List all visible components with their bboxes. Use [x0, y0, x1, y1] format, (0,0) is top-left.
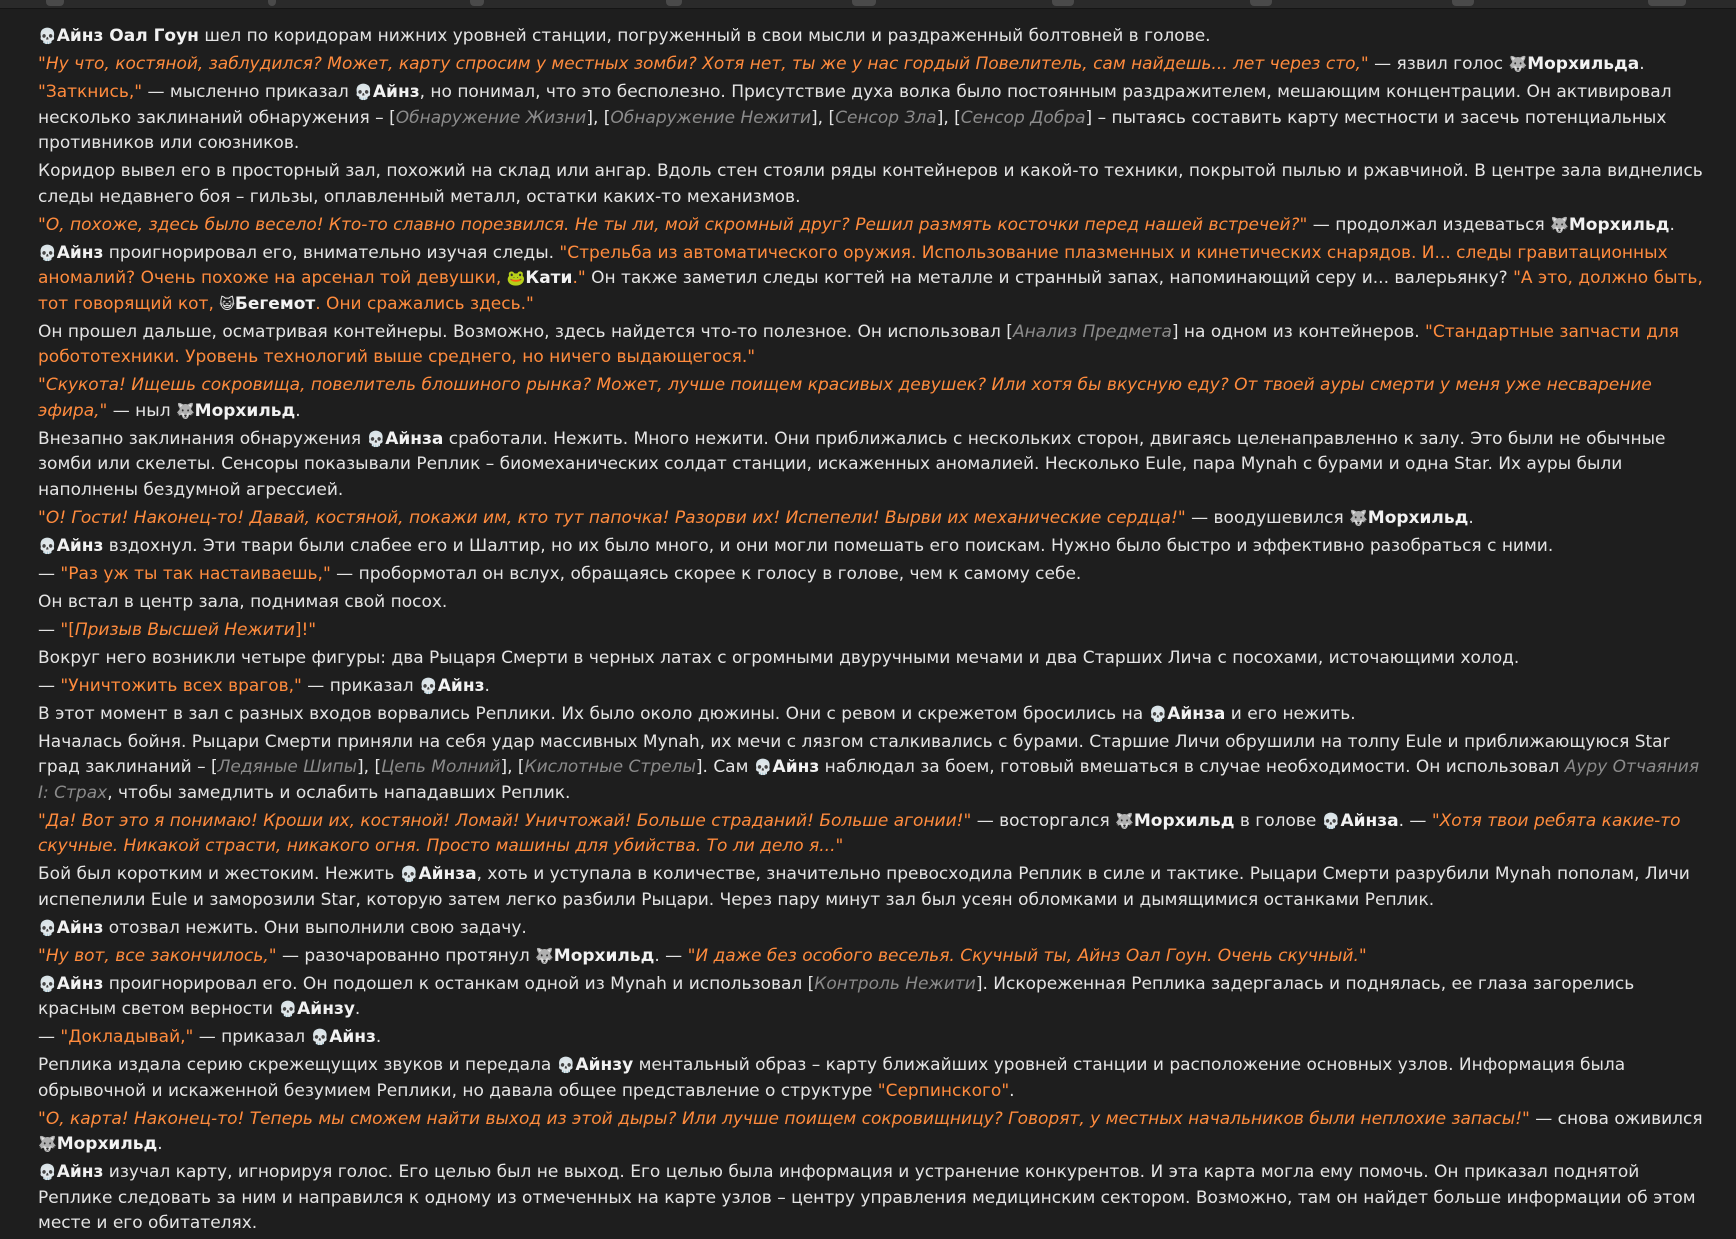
character-name: Айнз	[56, 973, 104, 994]
text-run: —	[38, 619, 61, 640]
text-run: ], [	[586, 107, 611, 128]
text-run: вздохнул. Эти твари были слабее его и Шалтир, но их было много, и они могли помешать его поискам. Нужно было быстро и эффективно разобраться с ними.	[103, 535, 1554, 556]
character-name: Морхильд	[1367, 507, 1469, 528]
text-run: ], [	[936, 107, 961, 128]
emoji-icon: 💀	[753, 758, 773, 776]
spell-name: Контроль Нежити	[814, 973, 976, 994]
emoji-icon: 💀	[1148, 704, 1168, 723]
text-run: Он прошел дальше, осматривая контейнеры. Возможно, здесь найдется что-то полезное. Он использовал [	[38, 321, 1013, 342]
text-run: Бой был коротким и жестоким. Нежить	[38, 864, 400, 884]
text-run: ], [	[811, 107, 836, 128]
emoji-icon: 💀	[38, 1163, 57, 1181]
quote-text: "Серпинского"	[877, 1080, 1010, 1101]
emoji-icon: 🐺	[1349, 508, 1368, 527]
text-run: —	[38, 675, 61, 696]
text-run: сработали. Нежить. Много нежити. Они приближались с нескольких сторон, двигаясь целенаправленно к залу. Это были не обычные зомби или скелеты. Сенсоры показывали Реплик – биомеханических солдат станции, искаженных аномалией. Несколько Eule, пара Mynah с бурами и одна Star. Их ауры были наполнены бездумной агрессией.	[38, 428, 1666, 500]
story-paragraph	[38, 1025, 1710, 1051]
character-name: Айнз	[437, 675, 485, 696]
menu-icon[interactable]	[1648, 0, 1686, 6]
text-run: . —	[654, 945, 688, 966]
text-run: — разочарованно протянул	[276, 945, 536, 966]
character-name: Айнз	[56, 242, 104, 263]
story-paragraph	[38, 730, 1710, 807]
quote-text-italic: "О, похоже, здесь было весело! Кто-то славно порезвился. Не ты ли, мой скромный друг? Решил размять косточки перед нашей встречей?"	[38, 214, 1308, 235]
text-run: Он встал в центр зала, поднимая свой посох.	[38, 591, 448, 612]
character-name: Морхильд	[56, 1134, 158, 1154]
text-run: — пробормотал он вслух, обращаясь скорее к голосу в голове, чем к самому себе.	[330, 563, 1082, 584]
edit-icon[interactable]	[268, 0, 276, 6]
text-run: — ныл	[107, 400, 176, 421]
quote-text-italic: "О, карта! Наконец-то! Теперь мы сможем найти выход из этой дыры? Или лучше поищем сокровищницу? Говорят, у местных начальников были неплохие запасы!"	[38, 1108, 1530, 1129]
user-icon[interactable]	[46, 0, 64, 6]
spell-name: Цепь Молний	[381, 757, 501, 777]
text-run: Он также заметил следы когтей на металле и странный запах, напоминающий серу и... валерьянку?	[585, 268, 1514, 288]
emoji-icon: 💀	[1321, 811, 1341, 830]
text-run: — восторгался	[971, 810, 1116, 831]
text-run: — мысленно приказал	[142, 82, 355, 102]
text-run: —	[38, 1027, 61, 1047]
story-paragraph	[38, 702, 1710, 728]
text-run: ]. Искореженная Реплика задергалась и поднялась, ее глаза загорелись красным светом верности	[38, 973, 1635, 1019]
quote-text-italic: "Ну вот, все закончилось,"	[38, 945, 277, 966]
character-name: Айнз	[329, 1027, 376, 1047]
character-name: Айнзу	[297, 999, 355, 1019]
story-paragraph	[38, 1053, 1710, 1104]
quote-text: . Они сражались здесь."	[315, 293, 534, 314]
character-name: Морхильд	[553, 945, 655, 966]
story-paragraph	[38, 506, 1710, 532]
story-paragraph	[38, 373, 1710, 424]
quote-text-italic: Призыв Высшей Нежити	[74, 619, 295, 640]
character-name: Айнза	[385, 428, 444, 449]
emoji-icon: 🐺	[535, 946, 554, 965]
emoji-icon: 😺	[219, 294, 235, 313]
quote-text-italic: "Да! Вот это я понимаю! Кроши их, костяной! Ломай! Уничтожай! Больше страданий! Больше агонии!"	[38, 810, 972, 831]
text-run: .	[295, 400, 301, 421]
emoji-icon: 💀	[38, 243, 57, 262]
message-toolbar	[0, 0, 1736, 9]
spell-name: Обнаружение Жизни	[395, 107, 587, 128]
story-paragraph	[38, 24, 1710, 50]
text-run: наблюдал за боем, готовый вмешаться в случае необходимости. Он использовал	[819, 757, 1565, 777]
text-run: шел по коридорам нижних уровней станции, погруженный в свои мысли и раздраженный болтовней в голове.	[198, 26, 1211, 46]
text-run: Коридор вывел его в просторный зал, похожий на склад или ангар. Вдоль стен стояли ряды контейнеров и какой-то техники, покрытой пылью и ржавчиной. В центре зала виднелись следы недавнего боя – гильзы, оплавленный металл, остатки каких-то механизмов.	[38, 161, 1703, 207]
text-run: , хоть и уступала в количестве, значительно превосходила Реплик в силе и тактике. Рыцари Смерти разрубили Mynah пополам, Личи испепелили Eule и заморозили Star, которую затем легко разбили Рыцари. Через пару минут зал был усеян обломками и дымящимися останками Реплик.	[38, 864, 1690, 910]
emoji-icon: 🐺	[1508, 55, 1528, 73]
spell-name: Анализ Предмета	[1012, 321, 1172, 342]
spell-name: Сенсор Добра	[960, 107, 1086, 128]
quote-text: "Стандартные запчасти для робототехники. Уровень технологий выше среднего, но ничего выдающегося."	[38, 321, 1680, 367]
text-run: ] – пытаясь составить карту местности и засечь потенциальных противников или союзников.	[38, 107, 1667, 153]
quote-text: "Стрельба из автоматического оружия. Использование плазменных и кинетических снарядов. И... следы гравитационных аномалий? Очень похоже на арсенал той девушки,	[38, 242, 1668, 288]
emoji-icon: 💀	[38, 918, 57, 937]
story-paragraph	[38, 320, 1710, 371]
story-paragraph	[38, 534, 1710, 560]
text-run: ], [	[500, 757, 525, 777]
text-run: .	[1639, 54, 1645, 74]
emoji-icon: 💀	[419, 676, 438, 695]
emoji-icon: 🐺	[38, 1135, 57, 1153]
emoji-icon: 💀	[38, 974, 57, 993]
story-paragraph	[38, 618, 1710, 644]
story-paragraph	[38, 809, 1710, 860]
story-message	[38, 24, 1710, 1239]
character-name: Айнз	[372, 82, 420, 102]
story-paragraph	[38, 646, 1710, 672]
circle-icon[interactable]	[1452, 0, 1474, 6]
story-paragraph	[38, 159, 1710, 210]
text-run: —	[38, 563, 61, 584]
branch-icon[interactable]	[666, 0, 682, 6]
story-paragraph	[38, 674, 1710, 700]
quote-text: ]!"	[294, 619, 317, 640]
quote-text-italic: "О! Гости! Наконец-то! Давай, костяной, покажи им, кто тут папочка! Разорви их! Испепели! Вырви их механические сердца!"	[38, 507, 1186, 528]
text-run: .	[1669, 214, 1675, 235]
text-run: .	[354, 999, 361, 1019]
character-name: Морхильд	[194, 400, 296, 421]
character-name: Айнз	[772, 757, 820, 777]
emoji-icon: 💀	[310, 1028, 330, 1046]
quote-text-italic: "Скукота! Ищешь сокровища, повелитель блошиного рынка? Может, лучше поищем красивых девушек? Или хотя бы вкусную еду? От твоей ауры смерти у меня уже несварение эфира,"	[38, 375, 1652, 421]
story-paragraph	[38, 1107, 1710, 1158]
story-paragraph	[38, 241, 1710, 318]
story-paragraph	[38, 1160, 1710, 1237]
text-run: проигнорировал его, внимательно изучая следы.	[103, 242, 560, 263]
quote-text: ."	[572, 268, 586, 288]
quote-text-italic: "Хотя твои ребята какие-то скучные. Никакой страсти, никакого огня. Просто машины для убийства. То ли дело я..."	[38, 810, 1681, 856]
text-run: .	[1009, 1080, 1015, 1101]
emoji-icon: 💀	[278, 1000, 298, 1018]
quote-text-italic: "Ну что, костяной, заблудился? Может, карту спросим у местных зомби? Хотя нет, ты же у нас гордый Повелитель, сам найдешь... лет через сто,"	[38, 54, 1369, 74]
story-paragraph	[38, 862, 1710, 913]
spell-name: Ледяные Шипы	[217, 757, 358, 777]
quote-text: "Раз уж ты так настаиваешь,"	[60, 563, 331, 584]
emoji-icon: 💀	[399, 865, 419, 883]
text-run: и его нежить.	[1225, 703, 1356, 724]
quote-text: "[	[60, 619, 75, 640]
text-run: ментальный образ – карту ближайших уровней станции и расположение основных узлов. Информация была обрывочной и искаженной безумием Реплики, но давала общее представление о структуре	[38, 1055, 1626, 1101]
emoji-icon: 🐺	[175, 401, 195, 420]
story-paragraph	[38, 916, 1710, 942]
story-paragraph	[38, 590, 1710, 616]
text-run: ], [	[357, 757, 382, 777]
text-run: Вокруг него возникли четыре фигуры: два Рыцаря Смерти в черных латах с огромными двуручными мечами и два Старших Лича с посохами, источающими холод.	[38, 647, 1520, 668]
text-run: — воодушевился	[1185, 507, 1350, 528]
story-paragraph	[38, 562, 1710, 588]
text-run: Реплика издала серию скрежещущих звуков и передала	[38, 1055, 557, 1075]
delete-icon[interactable]	[1250, 0, 1272, 6]
spell-name: Ауру Отчаяния I: Страх	[38, 757, 1700, 803]
story-paragraph	[38, 427, 1710, 504]
text-run: , чтобы замедлить и ослабить нападавших Реплик.	[107, 782, 571, 803]
character-name: Бегемот	[234, 293, 316, 314]
text-run: — язвил голос	[1368, 54, 1509, 74]
story-paragraph	[38, 80, 1710, 157]
text-run: .	[157, 1134, 163, 1154]
image-icon[interactable]	[852, 0, 876, 6]
character-name: Айнз	[56, 535, 104, 556]
text-run: — снова оживился	[1529, 1108, 1703, 1129]
text-run: в голове	[1234, 810, 1322, 831]
text-run: отозвал нежить. Они выполнили свою задачу.	[103, 917, 527, 938]
character-name: Айнз	[56, 917, 104, 938]
text-run: .	[484, 675, 490, 696]
story-paragraph	[38, 944, 1710, 970]
regenerate-icon[interactable]	[1052, 0, 1074, 6]
emoji-icon: 🐺	[1550, 215, 1569, 234]
character-name: Айнза	[1340, 810, 1399, 831]
text-run: .	[375, 1027, 382, 1047]
text-run: Внезапно заклинания обнаружения	[38, 428, 367, 449]
emoji-icon: 💀	[38, 27, 57, 45]
character-name: Кати	[525, 268, 573, 288]
emoji-icon: 💀	[366, 429, 386, 448]
text-run: .	[1468, 507, 1474, 528]
emoji-icon: 🐸	[506, 269, 526, 287]
character-name: Морхильд	[1133, 810, 1235, 831]
character-name: Айнзу	[575, 1055, 634, 1075]
quote-text: "Уничтожить всех врагов,"	[60, 675, 302, 696]
story-paragraph	[38, 213, 1710, 239]
character-name: Морхильда	[1527, 54, 1640, 74]
emoji-icon: 💀	[354, 83, 373, 101]
text-run: , но понимал, что это бесполезно. Присутствие духа волка было постоянным раздражителем, мешающим концентрации. Он активировал несколько заклинаний обнаружения – [	[38, 82, 1672, 128]
text-run: — продолжал издеваться	[1307, 214, 1551, 235]
text-run: . —	[1398, 810, 1432, 831]
character-name: Айнза	[1167, 703, 1226, 724]
text-run: — приказал	[193, 1027, 311, 1047]
spell-name: Сенсор Зла	[835, 107, 937, 128]
quote-text: "Докладывай,"	[60, 1027, 194, 1047]
text-run: ] на одном из контейнеров.	[1171, 321, 1426, 342]
text-run: изучал карту, игнорируя голос. Его целью был не выход. Его целью была информация и устранение конкурентов. И эта карта могла ему помочь. Он приказал поднятой Реплике следовать за ним и направился к одному из отмеченных на карте узлов – центру управления медицинским сектором. Возможно, там он найдет больше информации об этом месте и его обитателях.	[38, 1162, 1696, 1233]
character-name: Морхильд	[1568, 214, 1670, 235]
quote-text: "А это, должно быть, тот говорящий кот,	[38, 268, 1703, 314]
character-name: Айнза	[418, 864, 477, 884]
character-name: Айнз Оал Гоун	[56, 26, 199, 46]
spell-name: Кислотные Стрелы	[524, 757, 696, 777]
text-run: В этот момент в зал с разных входов ворвались Реплики. Их было около дюжины. Они с ревом и скрежетом бросились на	[38, 703, 1149, 724]
emoji-icon: 🐺	[1115, 811, 1134, 830]
quote-text: "Заткнись,"	[38, 82, 143, 102]
emoji-icon: 💀	[556, 1056, 576, 1074]
story-paragraph	[38, 972, 1710, 1023]
character-name: Айнз	[56, 1162, 104, 1182]
story-paragraph	[38, 52, 1710, 78]
quote-text-italic: "И даже без особого веселья. Скучный ты, Айнз Оал Гоун. Очень скучный."	[687, 945, 1367, 966]
spell-name: Обнаружение Нежити	[610, 107, 812, 128]
emoji-icon: 💀	[38, 536, 57, 555]
copy-icon[interactable]	[470, 0, 484, 6]
text-run: проигнорировал его. Он подошел к останкам одной из Mynah и использовал [	[103, 973, 815, 994]
text-run: Началась бойня. Рыцари Смерти приняли на себя удар массивных Mynah, их мечи с лязгом сталкивались с бурами. Старшие Личи обрушили на толпу Eule и приближающуюся Star град заклинаний – [	[38, 731, 1670, 777]
text-run: — приказал	[301, 675, 420, 696]
text-run: ]. Сам	[695, 757, 754, 777]
